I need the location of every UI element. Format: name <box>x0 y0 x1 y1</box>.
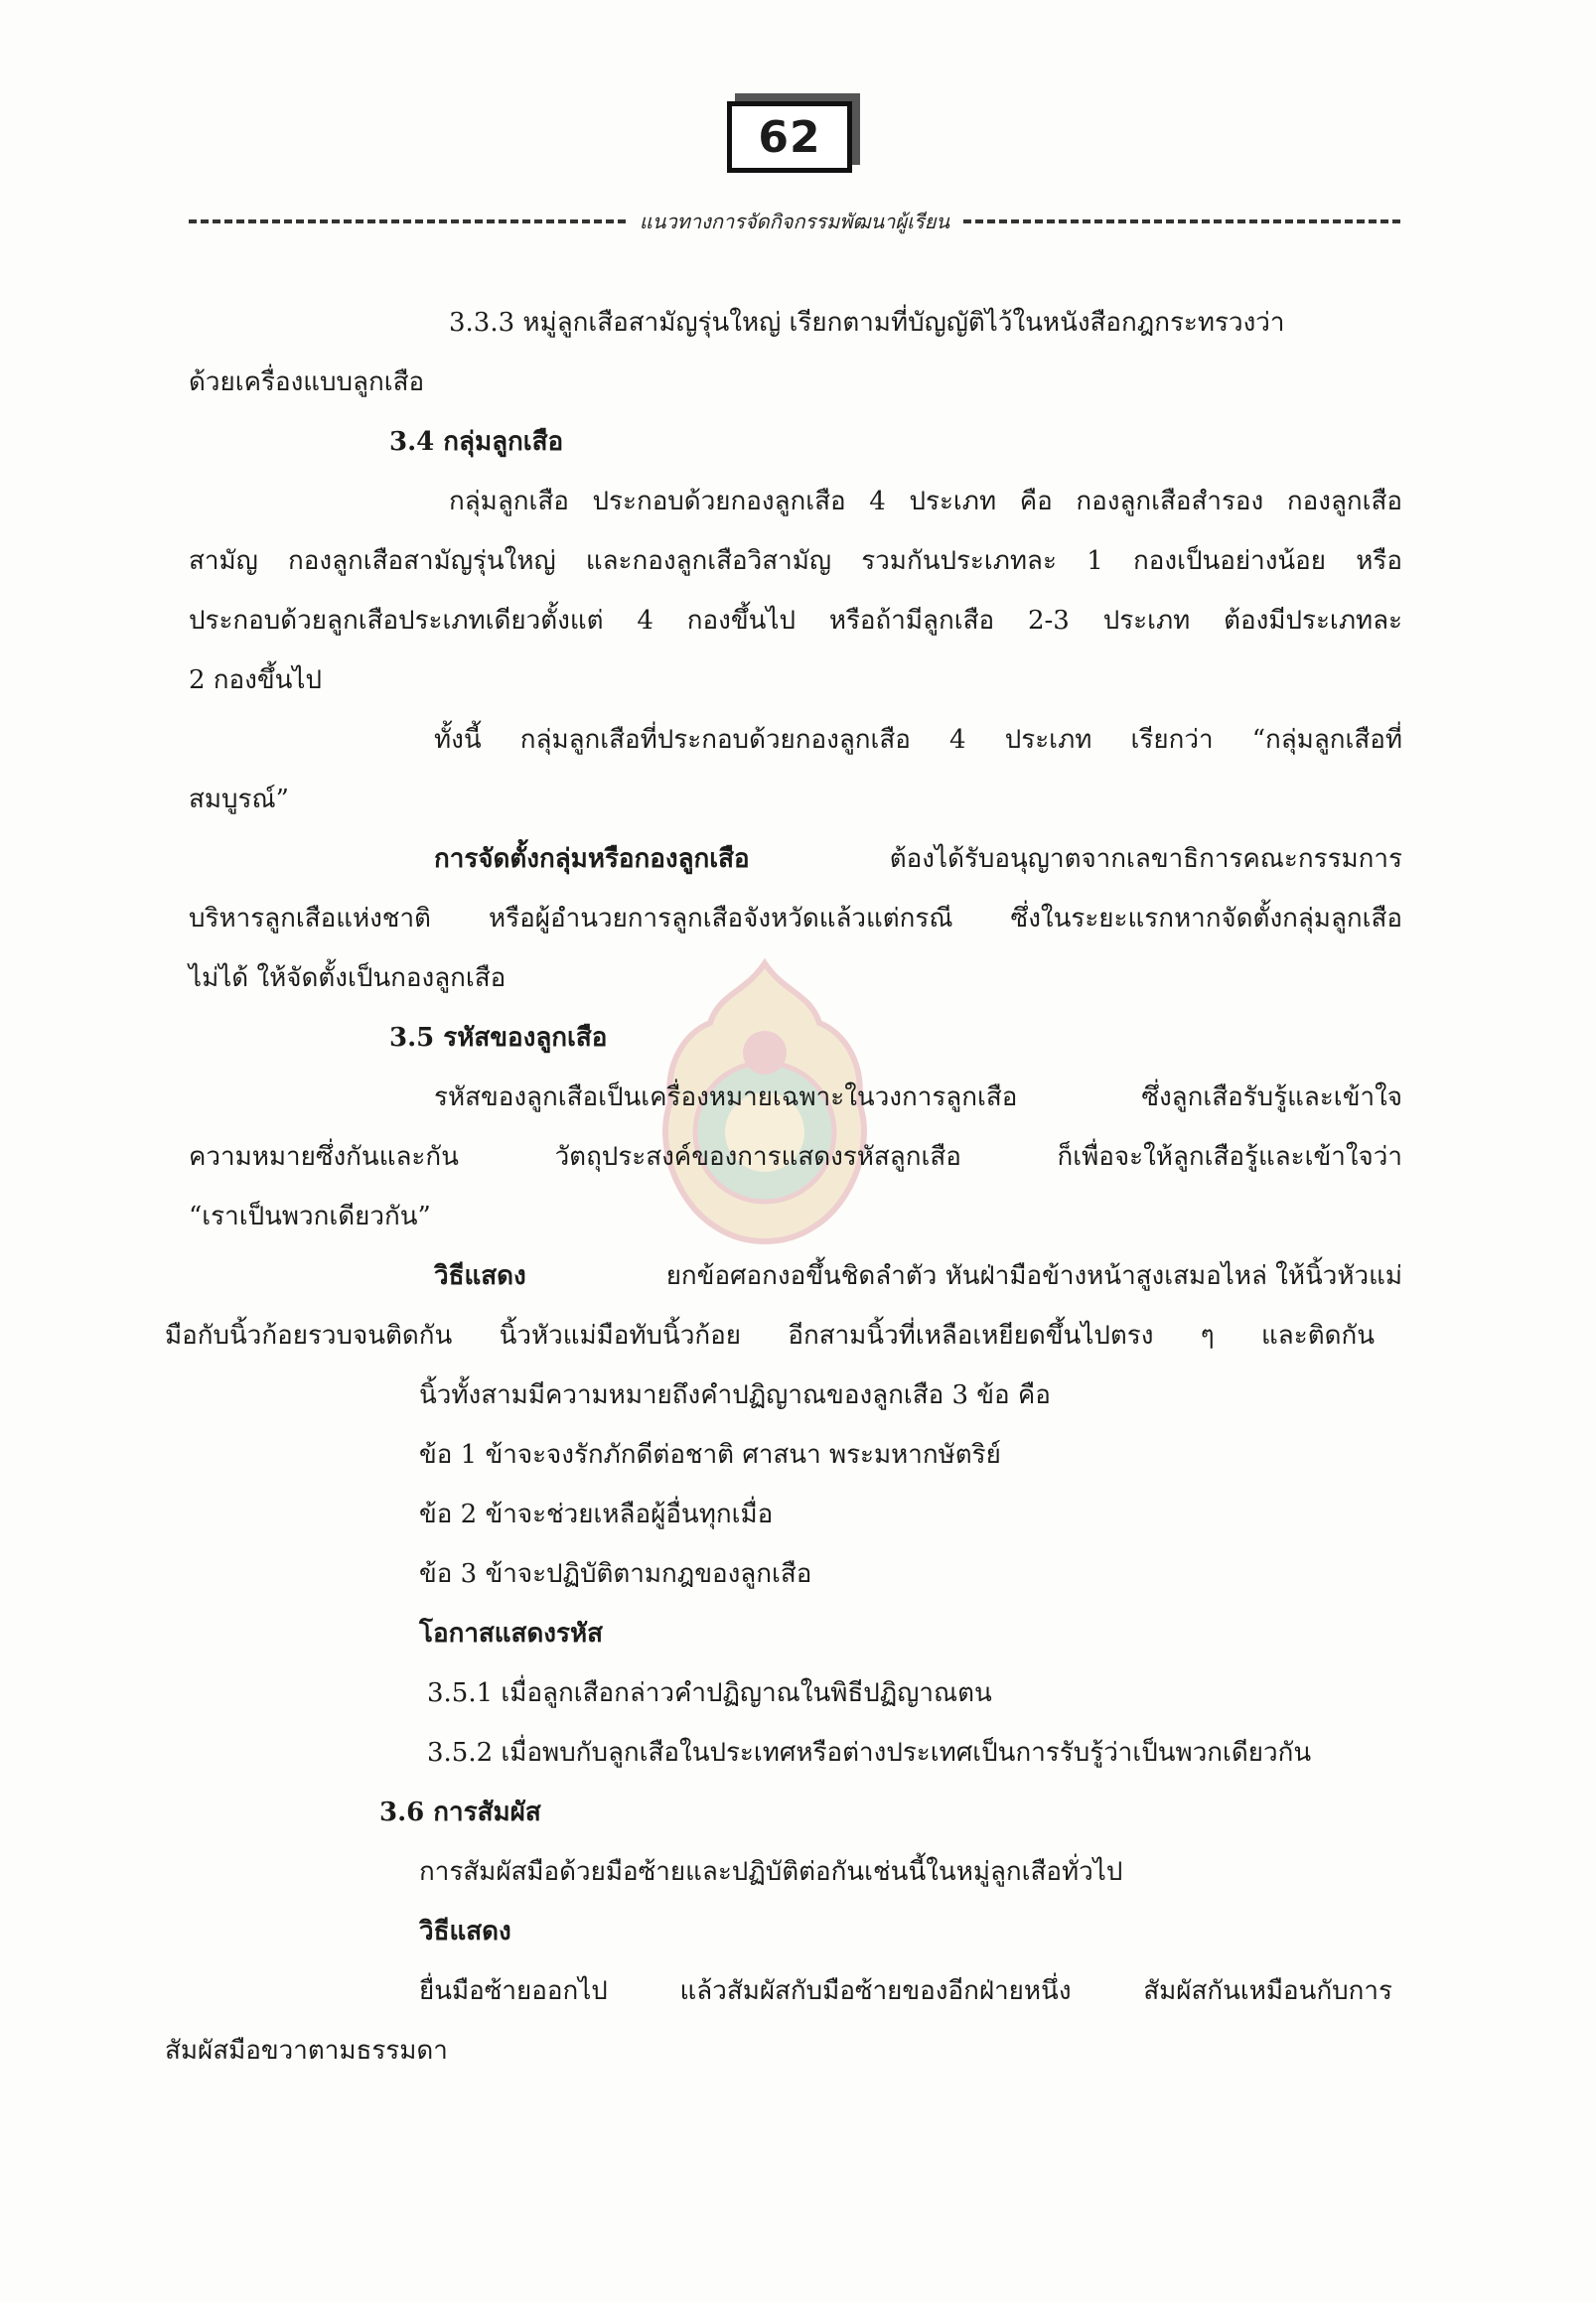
section-heading-3-5: 3.5 รหัสของลูกเสือ <box>389 1023 608 1053</box>
oath-item-2: ข้อ 2 ข้าจะช่วยเหลือผู้อื่นทุกเมื่อ <box>419 1500 774 1529</box>
text-line: บริหารลูกเสือแห่งชาติ หรือผู้อำนวยการลูกเสือจังหวัดแล้วแต่กรณี ซึ่งในระยะแรกหากจัดตั้งกลุ่มลูกเสือ <box>189 904 1402 934</box>
subheading-occasion: โอกาสแสดงรหัส <box>419 1619 603 1649</box>
running-header-title: แนวทางการจัดกิจกรรมพัฒนาผู้เรียน <box>639 210 950 233</box>
text-line: นิ้วทั้งสามมีความหมายถึงคำปฏิญาณของลูกเสือ 3 ข้อ คือ <box>419 1380 1051 1410</box>
page-number: 62 <box>758 111 821 163</box>
text-line: ประกอบด้วยลูกเสือประเภทเดียวตั้งแต่ 4 กองขึ้นไป หรือถ้ามีลูกเสือ 2-3 ประเภท ต้องมีประเภทละ <box>189 606 1402 636</box>
running-header <box>189 207 1400 236</box>
page-number-box <box>727 101 852 173</box>
text-line: ยื่นมือซ้ายออกไป แล้วสัมผัสกับมือซ้ายของอีกฝ่ายหนึ่ง สัมผัสกันเหมือนกับการ <box>419 1976 1392 2006</box>
text-line: ไม่ได้ ให้จัดตั้งเป็นกองลูกเสือ <box>189 963 507 993</box>
text-line: สมบูรณ์” <box>189 785 289 814</box>
text-line: ความหมายซึ่งกันและกัน วัตถุประสงค์ของการแสดงรหัสลูกเสือ ก็เพื่อจะให้ลูกเสือรู้และเข้าใจว่า <box>189 1142 1402 1172</box>
section-heading-3-6: 3.6 การสัมผัส <box>379 1798 541 1827</box>
text-line <box>434 1258 1402 1294</box>
text-line: “เราเป็นพวกเดียวกัน” <box>189 1202 431 1231</box>
text-line: ทั้งนี้ กลุ่มลูกเสือที่ประกอบด้วยกองลูกเสือ 4 ประเภท เรียกว่า “กลุ่มลูกเสือที่ <box>434 725 1402 755</box>
text-line: มือกับนิ้วก้อยรวบจนติดกัน นิ้วหัวแม่มือทับนิ้วก้อย อีกสามนิ้วที่เหลือเหยียดขึ้นไปตรง ๆ และติดกัน <box>165 1321 1375 1351</box>
header-rule-left <box>189 219 626 223</box>
text-span: ยกข้อศอกงอขึ้นชิดลำตัว หันฝ่ามือข้างหน้าสูงเสมอไหล่ ให้นิ้วหัวแม่ <box>665 1261 1402 1291</box>
text-line: กลุ่มลูกเสือ ประกอบด้วยกองลูกเสือ 4 ประเภท คือ กองลูกเสือสำรอง กองลูกเสือ <box>449 487 1402 516</box>
text-line: ด้วยเครื่องแบบลูกเสือ <box>189 367 425 397</box>
oath-item-1: ข้อ 1 ข้าจะจงรักภักดีต่อชาติ ศาสนา พระมหากษัตริย์ <box>419 1440 1001 1470</box>
section-heading-3-4: 3.4 กลุ่มลูกเสือ <box>389 427 564 457</box>
oath-item-3: ข้อ 3 ข้าจะปฏิบัติตามกฎของลูกเสือ <box>419 1559 812 1589</box>
text-line: การสัมผัสมือด้วยมือซ้ายและปฏิบัติต่อกันเช่นนี้ในหมู่ลูกเสือทั่วไป <box>419 1857 1123 1887</box>
bold-lead: การจัดตั้งกลุ่มหรือกองลูกเสือ <box>434 844 750 874</box>
text-span: ต้องได้รับอนุญาตจากเลขาธิการคณะกรรมการ <box>889 844 1402 874</box>
text-line: 3.3.3 หมู่ลูกเสือสามัญรุ่นใหญ่ เรียกตามที่บัญญัติไว้ในหนังสือกฎกระทรวงว่า <box>449 308 1285 338</box>
subheading-method: วิธีแสดง <box>419 1917 511 1946</box>
text-line: รหัสของลูกเสือเป็นเครื่องหมายเฉพาะในวงการลูกเสือ ซึ่งลูกเสือรับรู้และเข้าใจ <box>434 1082 1402 1112</box>
text-line: สามัญ กองลูกเสือสามัญรุ่นใหญ่ และกองลูกเสือวิสามัญ รวมกันประเภทละ 1 กองเป็นอย่างน้อย หรือ <box>189 546 1402 576</box>
text-line: สัมผัสมือขวาตามธรรมดา <box>165 2036 448 2066</box>
text-line: 3.5.2 เมื่อพบกับลูกเสือในประเทศหรือต่างประเทศเป็นการรับรู้ว่าเป็นพวกเดียวกัน <box>427 1738 1312 1768</box>
text-line: 3.5.1 เมื่อลูกเสือกล่าวคำปฏิญาณในพิธีปฏิญาณตน <box>427 1678 992 1708</box>
text-line <box>434 841 1402 877</box>
text-line: 2 กองขึ้นไป <box>189 665 322 695</box>
header-rule-right <box>963 219 1400 223</box>
bold-lead: วิธีแสดง <box>434 1261 526 1291</box>
